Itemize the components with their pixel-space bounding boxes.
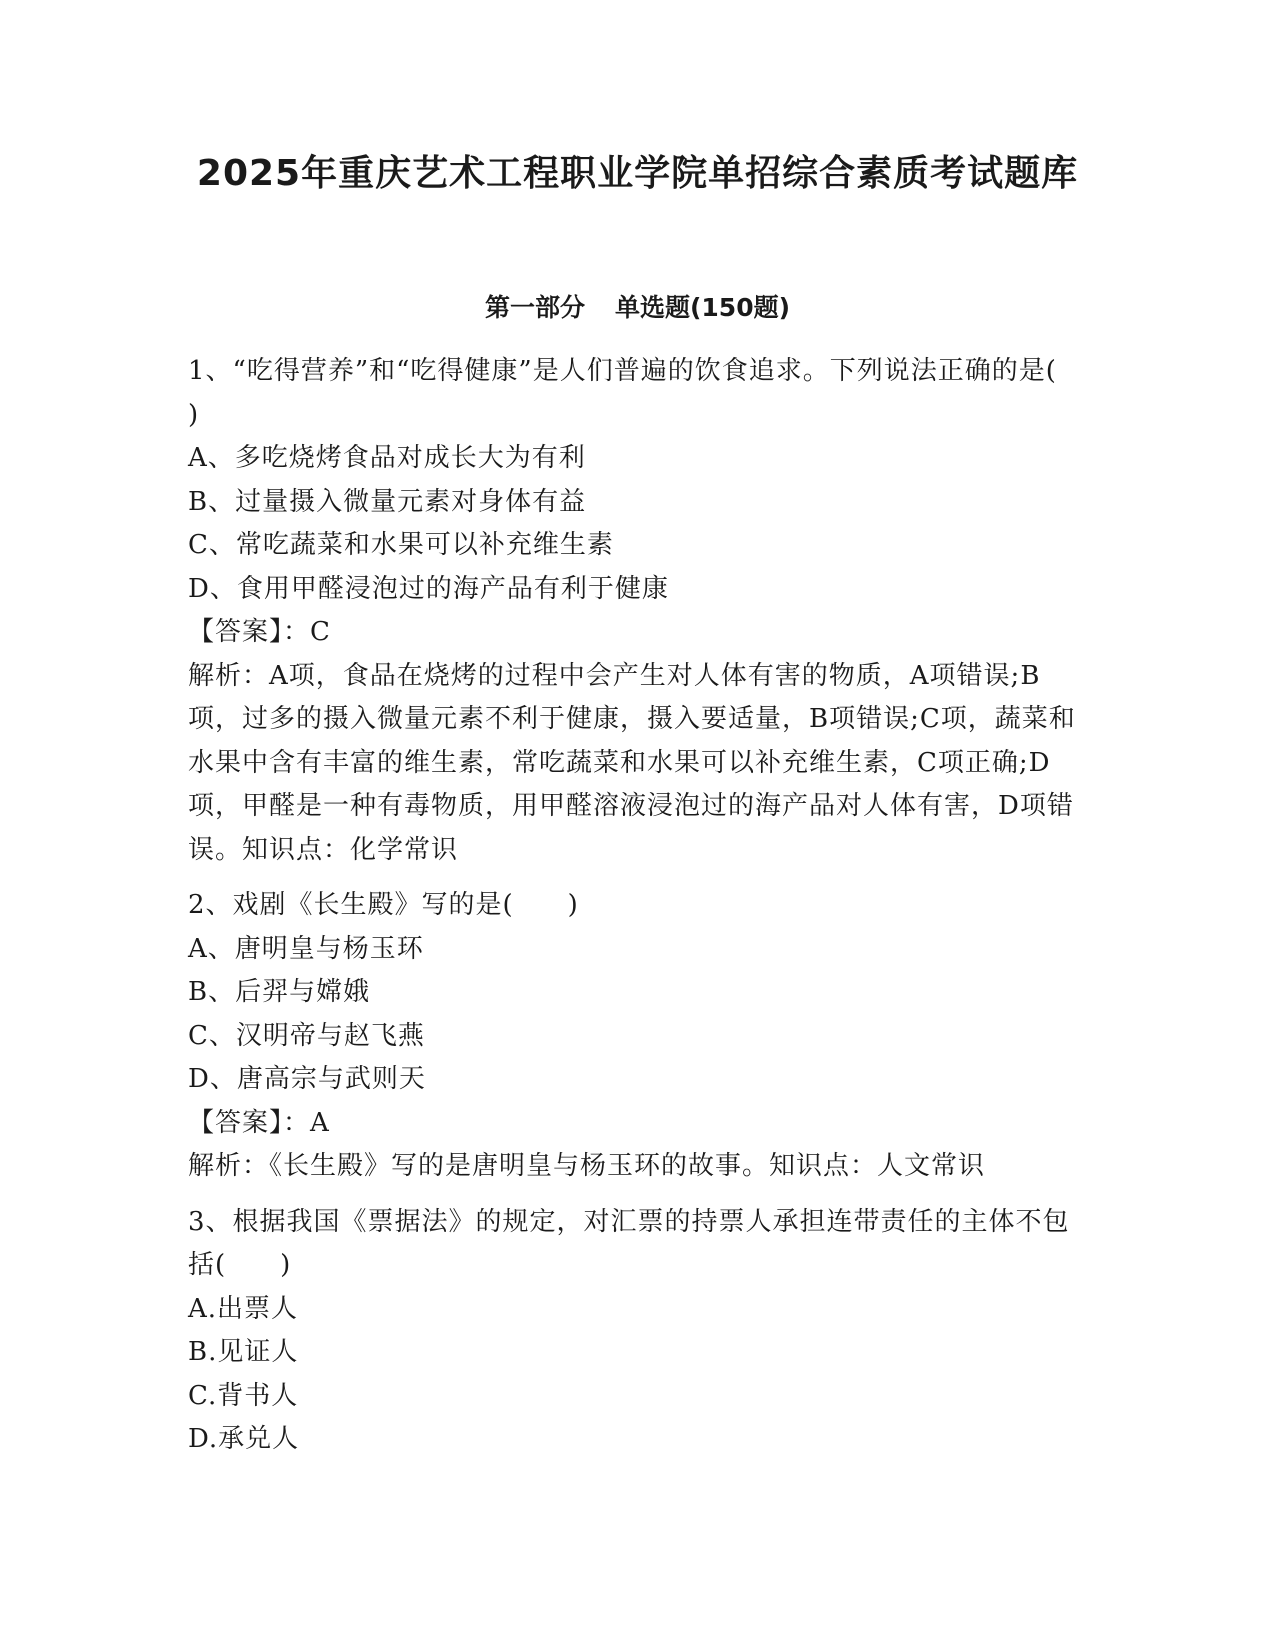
question-3 <box>188 1201 1078 1462</box>
question-2 <box>188 884 1078 1189</box>
question-stem: 3、根据我国《票据法》的规定，对汇票的持票人承担连带责任的主体不包括( ) <box>188 1206 1070 1280</box>
option-d: D、食用甲醛浸泡过的海产品有利于健康 <box>188 573 669 604</box>
section-type-label: 单选题(150题) <box>614 293 791 322</box>
answer-line: 【答案】：C <box>188 617 331 647</box>
analysis-text: 解析：《长生殿》写的是唐明皇与杨玉环的故事。知识点：人文常识 <box>188 1151 986 1181</box>
option-c: C.背书人 <box>188 1380 299 1411</box>
option-a: A、多吃烧烤食品对成长大为有利 <box>188 443 586 473</box>
question-stem: 2、戏剧《长生殿》写的是( ) <box>188 890 579 920</box>
option-b: B、后羿与嫦娥 <box>188 977 371 1007</box>
option-d: D、唐高宗与武则天 <box>188 1064 426 1094</box>
document-title: 2025年重庆艺术工程职业学院单招综合素质考试题库 <box>196 153 1079 194</box>
analysis-text: 解析：A项，食品在烧烤的过程中会产生对人体有害的物质，A项错误;B项，过多的摄入微量元素不利于健康，摄入要适量，B项错误;C项，蔬菜和水果中含有丰富的维生素，常吃蔬菜和水果可以补充维生素，C项正确;D项，甲醛是一种有毒物质，用甲醛溶液浸泡过的海产品对人体有害，D项错误。知识点：化学常识 <box>188 660 1076 865</box>
section-part-label: 第一部分 <box>484 293 585 322</box>
option-b: B.见证人 <box>188 1337 299 1367</box>
option-a: A、唐明皇与杨玉环 <box>188 933 424 964</box>
option-c: C、汉明帝与赵飞燕 <box>188 1020 425 1051</box>
option-a: A.出票人 <box>188 1293 299 1324</box>
question-stem: 1、“吃得营养”和“吃得健康”是人们普遍的饮食追求。下列说法正确的是( ) <box>188 356 1111 430</box>
section-title <box>0 290 1275 326</box>
option-c: C、常吃蔬菜和水果可以补充维生素 <box>188 530 614 560</box>
option-b: B、过量摄入微量元素对身体有益 <box>188 486 587 517</box>
answer-line: 【答案】：A <box>188 1107 330 1138</box>
question-list <box>188 350 1111 1462</box>
question-1 <box>188 350 1111 872</box>
option-d: D.承兑人 <box>188 1424 300 1454</box>
